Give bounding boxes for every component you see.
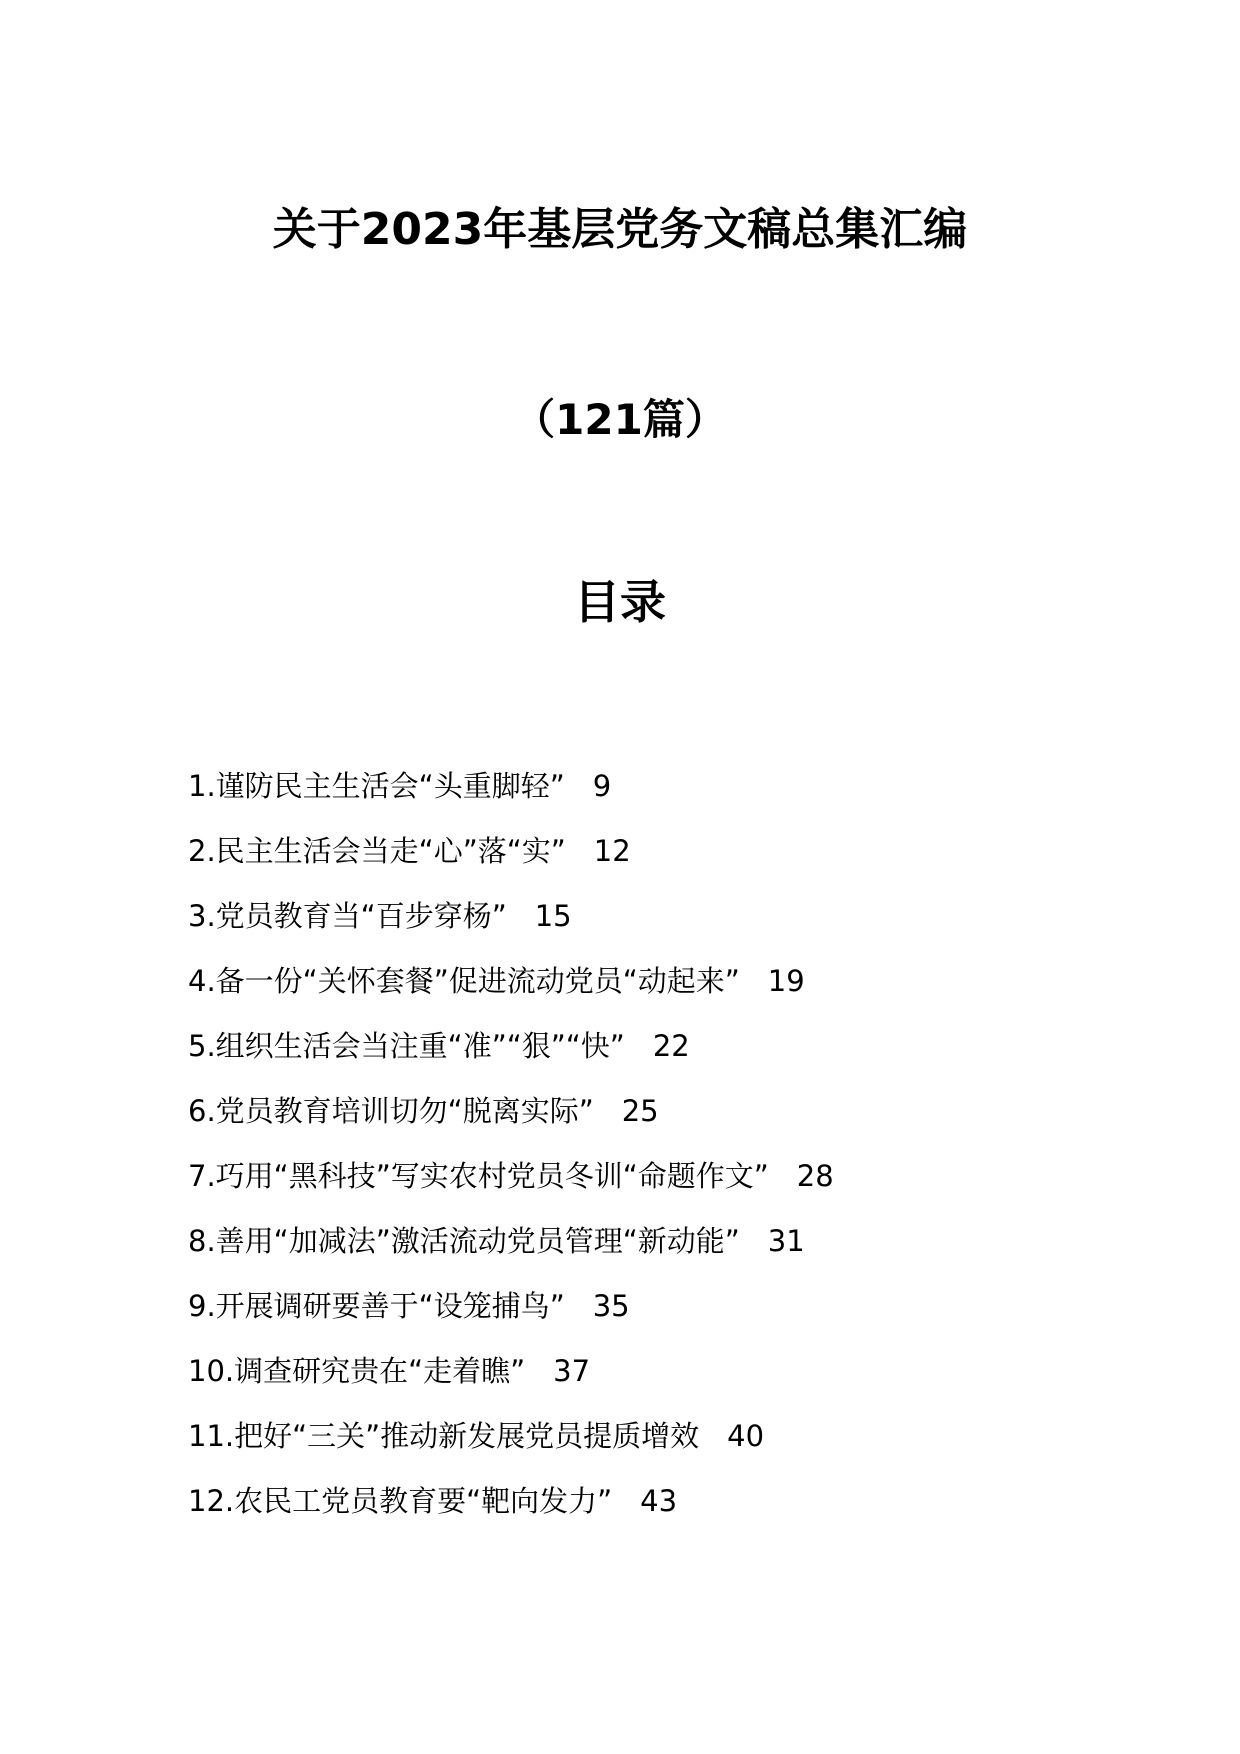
toc-entry[interactable] — [188, 888, 1088, 953]
toc-entry[interactable] — [188, 1018, 1088, 1083]
toc-entry[interactable] — [188, 1408, 1088, 1473]
toc-entry-page: 22 — [652, 1029, 690, 1063]
toc-entry-title: 1.谨防民主生活会“头重脚轻” — [188, 769, 565, 803]
toc-entry[interactable] — [188, 953, 1088, 1018]
toc-entry-title: 3.党员教育当“百步穿杨” — [188, 899, 507, 933]
toc-entry-page: 25 — [621, 1094, 659, 1128]
document-title: 关于2023年基层党务文稿总集汇编 — [272, 204, 968, 255]
toc-entry-title: 12.农民工党员教育要“靶向发力” — [188, 1484, 613, 1518]
toc-entry[interactable] — [188, 1473, 1088, 1538]
toc-entry-page: 15 — [534, 899, 572, 933]
toc-entry-page: 31 — [767, 1224, 805, 1258]
toc-entry-title: 7.巧用“黑科技”写实农村党员冬训“命题作文” — [188, 1159, 769, 1193]
toc-entry[interactable] — [188, 1343, 1088, 1408]
toc-entry-page: 35 — [592, 1289, 630, 1323]
toc-entry-title: 2.民主生活会当走“心”落“实” — [188, 834, 566, 868]
toc-entry[interactable] — [188, 1278, 1088, 1343]
toc-entry-page: 40 — [727, 1419, 765, 1453]
toc-entry[interactable] — [188, 1213, 1088, 1278]
toc-entry-title: 10.调查研究贵在“走着瞧” — [188, 1354, 526, 1388]
toc-entry-title: 9.开展调研要善于“设笼捕鸟” — [188, 1289, 565, 1323]
toc-entry[interactable] — [188, 1083, 1088, 1148]
toc-entry[interactable] — [188, 758, 1088, 823]
toc-entry-title: 8.善用“加减法”激活流动党员管理“新动能” — [188, 1224, 740, 1258]
toc-entry-page: 28 — [796, 1159, 834, 1193]
toc-entry-title: 6.党员教育培训切勿“脱离实际” — [188, 1094, 594, 1128]
toc-entry-page: 37 — [553, 1354, 591, 1388]
toc-heading: 目录 — [574, 575, 666, 629]
toc-entry-page: 12 — [593, 834, 631, 868]
toc-entry-title: 11.把好“三关”推动新发展党员提质增效 — [188, 1419, 700, 1453]
toc-entry-page: 9 — [592, 769, 612, 803]
toc-entry-page: 19 — [767, 964, 805, 998]
toc-entry-title: 5.组织生活会当注重“准”“狠”“快” — [188, 1029, 625, 1063]
toc-entry-page: 43 — [640, 1484, 678, 1518]
document-subtitle: （121篇） — [513, 395, 727, 444]
toc-entry-title: 4.备一份“关怀套餐”促进流动党员“动起来” — [188, 964, 740, 998]
toc-entry[interactable] — [188, 1148, 1088, 1213]
table-of-contents — [188, 758, 1088, 1538]
toc-entry[interactable] — [188, 823, 1088, 888]
